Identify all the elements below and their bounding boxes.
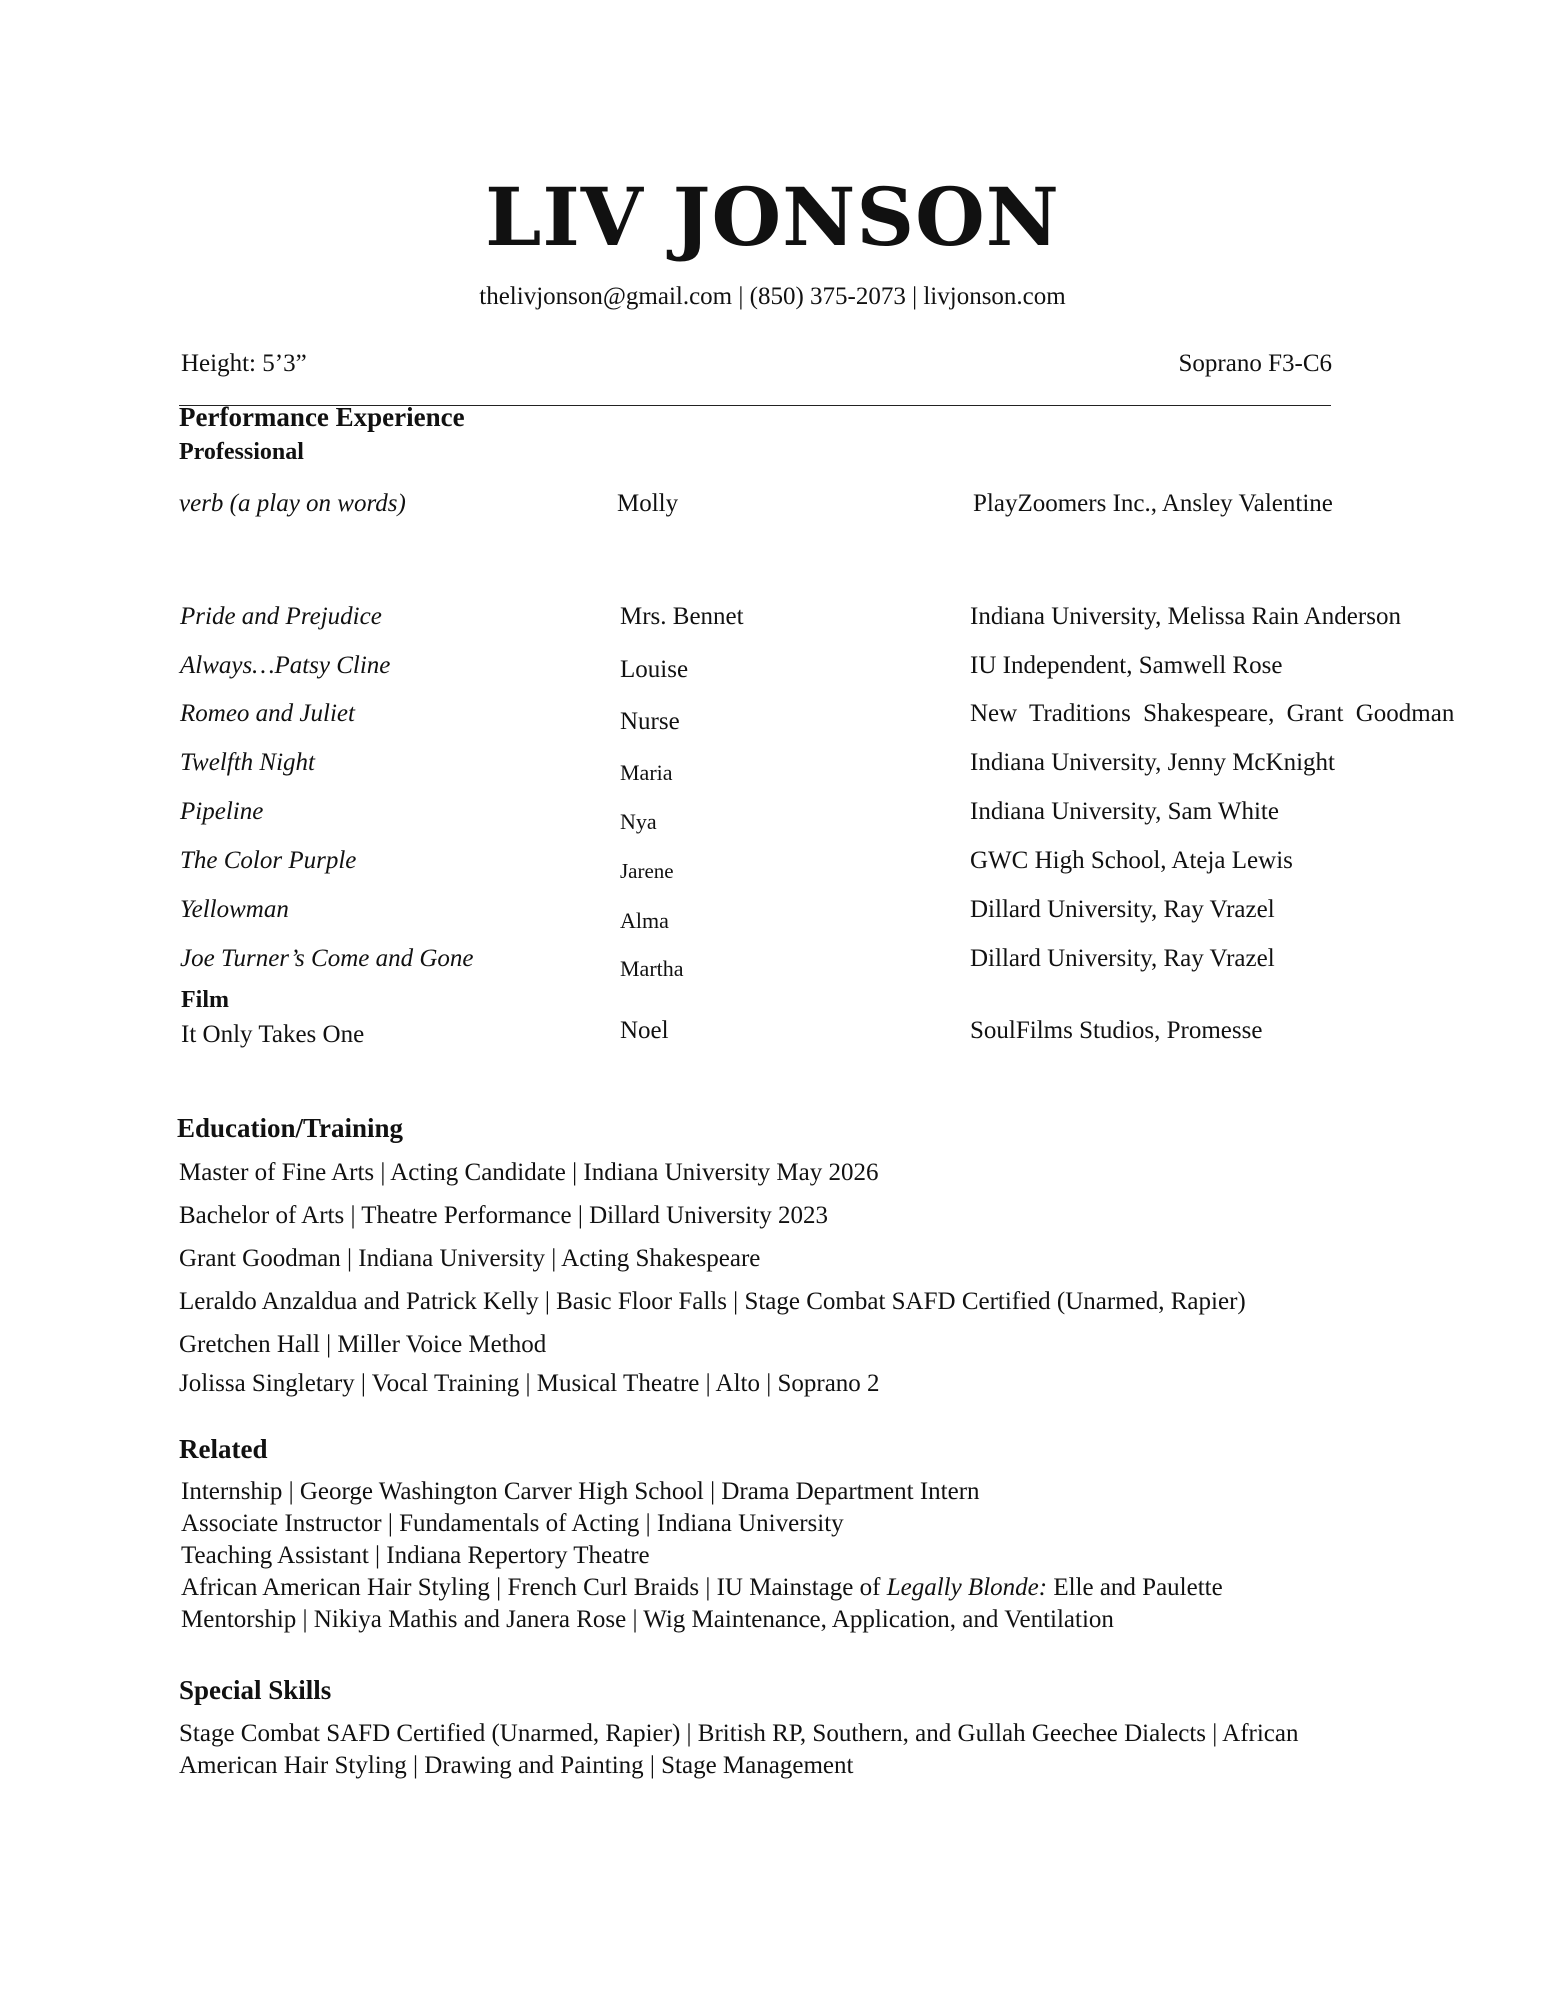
contact-line: thelivjonson@gmail.com | (850) 375-2073 | livjonson.com: [479, 283, 1066, 310]
education-item: Grant Goodman | Indiana University | Acting Shakespeare: [179, 1245, 761, 1272]
credit-show: Always…Patsy Cline: [180, 652, 391, 679]
credit-role: Noel: [620, 1017, 669, 1044]
credit-show: verb (a play on words): [179, 490, 406, 517]
credit-show: Yellowman: [180, 896, 289, 923]
credit-company: GWC High School, Ateja Lewis: [970, 847, 1293, 874]
credit-role: Mrs. Bennet: [620, 603, 744, 630]
related-item: Mentorship | Nikiya Mathis and Janera Rose | Wig Maintenance, Application, and Ventilation: [181, 1606, 1114, 1633]
credit-show: Pride and Prejudice: [180, 603, 382, 630]
voice-range: Soprano F3-C6: [1178, 350, 1332, 377]
credit-show: The Color Purple: [180, 847, 357, 874]
credit-role: Molly: [617, 490, 679, 517]
credit-company: Indiana University, Sam White: [970, 798, 1279, 825]
skills-line: American Hair Styling | Drawing and Painting | Stage Management: [179, 1752, 854, 1779]
related-item: [181, 1574, 1223, 1602]
credit-show: Pipeline: [180, 798, 264, 825]
education-item: Leraldo Anzaldua and Patrick Kelly | Basic Floor Falls | Stage Combat SAFD Certified (Unarmed, Rapier): [179, 1288, 1246, 1315]
credit-role: Jarene: [620, 859, 674, 883]
credit-role: Nurse: [620, 708, 680, 735]
related-hair-show: Legally Blonde:: [886, 1574, 1048, 1601]
credit-role: Louise: [620, 656, 689, 683]
performance-heading: Performance Experience: [179, 402, 465, 432]
credit-role: Alma: [620, 908, 669, 933]
education-item: Jolissa Singletary | Vocal Training | Musical Theatre | Alto | Soprano 2: [179, 1370, 880, 1397]
skills-line: Stage Combat SAFD Certified (Unarmed, Rapier) | British RP, Southern, and Gullah Geechee Dialects | African: [179, 1720, 1299, 1747]
credit-show: It Only Takes One: [181, 1021, 365, 1048]
film-subheading: Film: [181, 987, 229, 1013]
credit-company: Dillard University, Ray Vrazel: [970, 896, 1275, 923]
credit-company: Indiana University, Jenny McKnight: [970, 749, 1335, 776]
credit-show: Joe Turner’s Come and Gone: [180, 945, 474, 972]
related-hair-prefix: African American Hair Styling | French Curl Braids | IU Mainstage of: [181, 1574, 887, 1601]
related-hair-suffix: Elle and Paulette: [1047, 1574, 1223, 1601]
height-info: Height: 5’3”: [181, 350, 307, 377]
related-item: Internship | George Washington Carver High School | Drama Department Intern: [181, 1478, 980, 1505]
credit-show: Romeo and Juliet: [180, 700, 355, 727]
credit-company: IU Independent, Samwell Rose: [970, 652, 1283, 679]
credit-company: New Traditions Shakespeare, Grant Goodman: [970, 700, 1455, 727]
education-item: Gretchen Hall | Miller Voice Method: [179, 1331, 547, 1358]
related-item: Associate Instructor | Fundamentals of Acting | Indiana University: [181, 1510, 844, 1537]
education-item: Bachelor of Arts | Theatre Performance | Dillard University 2023: [179, 1202, 828, 1229]
education-item: Master of Fine Arts | Acting Candidate | Indiana University May 2026: [179, 1159, 879, 1186]
credit-company: PlayZoomers Inc., Ansley Valentine: [973, 490, 1333, 517]
skills-heading: Special Skills: [179, 1675, 332, 1705]
professional-subheading: Professional: [179, 439, 304, 465]
credit-role: Nya: [620, 809, 657, 834]
education-heading: Education/Training: [177, 1113, 404, 1143]
credit-company: Dillard University, Ray Vrazel: [970, 945, 1275, 972]
credit-company: Indiana University, Melissa Rain Anderson: [970, 603, 1401, 630]
credit-role: Martha: [620, 956, 684, 981]
credit-show: Twelfth Night: [180, 749, 315, 776]
resume-name: LIV JONSON: [485, 170, 1060, 264]
related-item: Teaching Assistant | Indiana Repertory Theatre: [181, 1542, 650, 1569]
credit-role: Maria: [620, 760, 673, 785]
credit-company: SoulFilms Studios, Promesse: [970, 1017, 1263, 1044]
related-heading: Related: [179, 1434, 268, 1464]
